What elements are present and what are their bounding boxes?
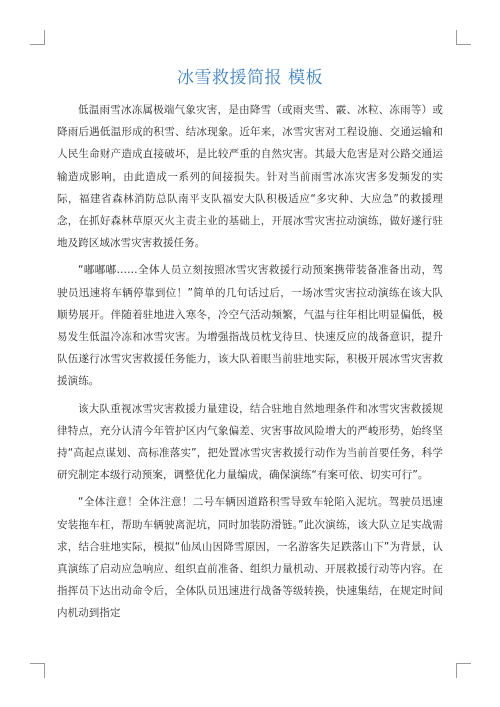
paragraph-4: “全体注意！全体注意！二号车辆因道路积雪导致车轮陷入泥坑。驾驶员迅速安装拖车杠，帮助车辆驶离泥坑，同时加装防滑链。”此次演练，该大队立足实战需求，结合驻地实际，模拟“仙凤山因降雪原因，一名游客失足跌落山下”为背景，认真演练了启动应急响应、组织直前准备、组织力量机动、开展救援行动等内容。在指挥员下达出动命令后，全体队员迅速进行战备等级转换，快速集结，在规定时间内机动到指定 [57,496,443,620]
document-title: 冰雪救援简报 模板 [177,68,323,88]
crop-mark-bottom-left [30,663,45,678]
paragraph-2: “嘟嘟嘟……全体人员立刻按照冰雪灾害救援行动预案携带装备准备出动，驾驶员迅速将车辆停靠到位！”简单的几句话过后，一场冰雪灾害拉动演练在该大队顺势展开。伴随着驻地进入寒冬，冷空气活动频繁，气温与往年相比明显偏低，极易发生低温冷冻和冰雪灾害。为增强指战员枕戈待旦、快速反应的战备意识，提升队伍遂行冰雪灾害救援任务能力，该大队着眼当前驻地实际，积极开展冰雪灾害救援演练。 [57,264,443,388]
document-body [57,99,443,630]
paragraph-1: 低温雨雪冰冻属极端气象灾害，是由降雪（或雨夹雪、霰、冰粒、冻雨等）或降雨后遇低温形成的积雪、结冰现象。近年来，冰雪灾害对工程设施、交通运输和人民生命财产造成直接破坏，是比较严重的自然灾害。其最大危害是对公路交通运输造成影响，由此造成一系列的间接损失。针对当前雨雪冰冻灾害多发频发的实际，福建省森林消防总队南平支队福安大队积极适应“多灾种、大应急”的救援理念，在抓好森林草原灭火主责主业的基础上，开展冰雪灾害拉动演练，做好遂行驻地及跨区域冰雪灾害救援任务。 [57,104,443,250]
crop-mark-bottom-right [456,663,471,678]
crop-mark-top-left [30,30,45,45]
paragraph-3: 该大队重视冰雪灾害救援力量建设，结合驻地自然地理条件和冰雪灾害救援规律特点，充分认清今年管护区内气象偏差、灾害事故风险增大的严峻形势，始终坚持“高起点谋划、高标准落实”，把处置冰雪灾害救援行动作为当前首要任务，科学研究制定本级行动预案，调整优化力量编成，确保演练“有案可依、切实可行”。 [57,402,443,482]
crop-mark-top-right [456,30,471,45]
